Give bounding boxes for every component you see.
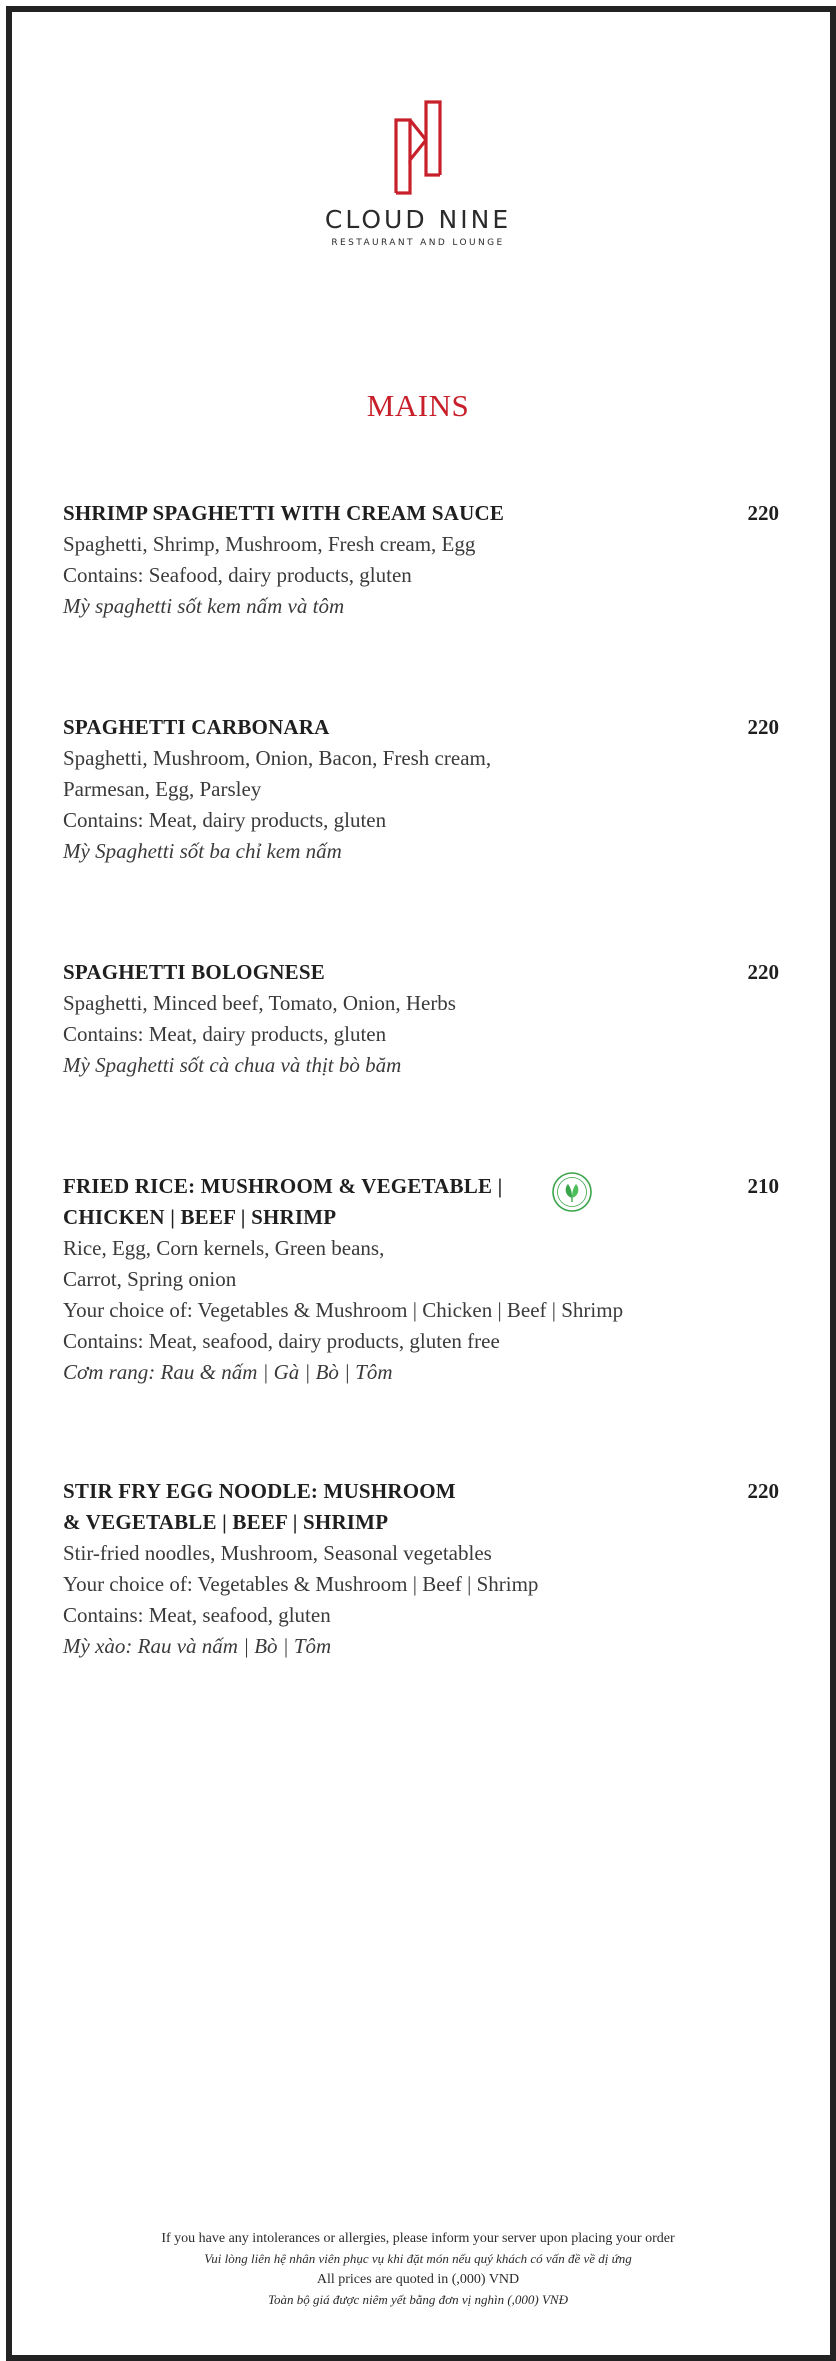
item-contains: Contains: Meat, seafood, dairy products, gluten free (63, 1329, 500, 1353)
item-name: SPAGHETTI CARBONARA (63, 715, 330, 739)
item-price: 220 (747, 1479, 779, 1503)
item-vietnamese: Mỳ spaghetti sốt kem nấm và tôm (63, 594, 345, 618)
menu-item (63, 1476, 783, 1662)
item-price: 220 (747, 501, 779, 525)
item-name: FRIED RICE: MUSHROOM & VEGETABLE | (63, 1174, 503, 1198)
item-name: SHRIMP SPAGHETTI WITH CREAM SAUCE (63, 501, 505, 525)
item-description: Rice, Egg, Corn kernels, Green beans, (63, 1236, 385, 1260)
item-name: & VEGETABLE | BEEF | SHRIMP (63, 1510, 389, 1534)
item-price: 220 (747, 715, 779, 739)
item-price: 210 (747, 1174, 779, 1198)
brand-name: CLOUD NINE (324, 205, 512, 234)
item-description: Stir-fried noodles, Mushroom, Seasonal vegetables (63, 1541, 492, 1565)
item-description: Spaghetti, Minced beef, Tomato, Onion, Herbs (63, 991, 456, 1015)
menu-item (63, 712, 783, 867)
item-contains: Contains: Seafood, dairy products, gluten (63, 563, 412, 587)
item-contains: Contains: Meat, dairy products, gluten (63, 1022, 387, 1046)
item-vietnamese: Mỳ xào: Rau và nấm | Bò | Tôm (63, 1634, 332, 1658)
item-description: Parmesan, Egg, Parsley (63, 777, 262, 801)
item-name: CHICKEN | BEEF | SHRIMP (63, 1205, 337, 1229)
brand-logo (0, 100, 836, 248)
item-contains: Contains: Meat, dairy products, gluten (63, 808, 387, 832)
vegan-friendly-leaf-icon (551, 1171, 593, 1217)
item-vietnamese: Mỳ Spaghetti sốt cà chua và thịt bò băm (63, 1053, 402, 1077)
item-vietnamese: Cơm rang: Rau & nấm | Gà | Bò | Tôm (63, 1360, 393, 1384)
item-contains: Contains: Meat, seafood, gluten (63, 1603, 331, 1627)
item-description: Your choice of: Vegetables & Mushroom | Chicken | Beef | Shrimp (63, 1298, 624, 1322)
allergy-note-vn: Vui lòng liên hệ nhân viên phục vụ khi đặt món nếu quý khách có vấn đề về dị ứng (204, 2251, 632, 2266)
price-note-en: All prices are quoted in (,000) VND (316, 2272, 520, 2287)
item-description: Your choice of: Vegetables & Mushroom | Beef | Shrimp (63, 1572, 539, 1596)
item-name: STIR FRY EGG NOODLE: MUSHROOM (63, 1479, 456, 1503)
menu-item (63, 498, 783, 622)
item-description: Spaghetti, Shrimp, Mushroom, Fresh cream, Egg (63, 532, 476, 556)
item-description: Spaghetti, Mushroom, Onion, Bacon, Fresh cream, (63, 746, 492, 770)
item-name: SPAGHETTI BOLOGNESE (63, 960, 325, 984)
item-vietnamese: Mỳ Spaghetti sốt ba chỉ kem nấm (63, 839, 342, 863)
allergy-note-en: If you have any intolerances or allergies, please inform your server upon placing your order (161, 2231, 675, 2246)
footer-notes (0, 2228, 836, 2310)
brand-subtitle: RESTAURANT AND LOUNGE (331, 238, 505, 248)
section-title: MAINS (366, 388, 470, 423)
item-price: 220 (747, 960, 779, 984)
price-note-vn: Toàn bộ giá được niêm yết bằng đơn vị nghìn (,000) VNĐ (268, 2292, 568, 2307)
menu-item (63, 1171, 783, 1388)
cloud-nine-logo-icon (388, 100, 448, 195)
menu-item (63, 957, 783, 1081)
item-description: Carrot, Spring onion (63, 1267, 237, 1291)
